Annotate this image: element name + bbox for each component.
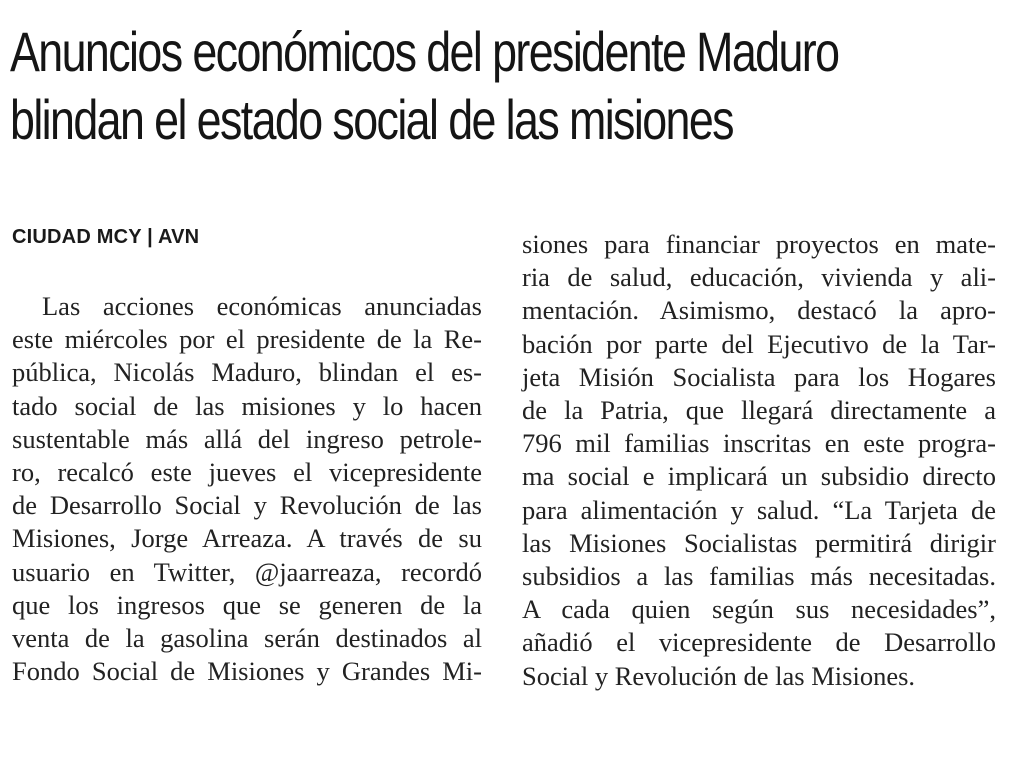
body-line: ro, recalcó este jueves el vicepresidente <box>12 457 482 488</box>
body-line: subsidios a las familias más necesitadas. <box>522 561 996 592</box>
body-line: jeta Misión Socialista para los Hogares <box>522 361 996 392</box>
body-line: bación por parte del Ejecutivo de la Tar- <box>522 328 996 359</box>
body-line: añadió el vicepresidente de Desarrollo <box>522 627 996 658</box>
body-line: sustentable más allá del ingreso petrole- <box>12 423 482 454</box>
body-line: A cada quien según sus necesidades”, <box>522 594 996 625</box>
body-line: ria de salud, educación, vivienda y ali- <box>522 262 996 293</box>
headline-line-1: Anuncios económicos del presidente Maduro <box>10 20 839 83</box>
body-line: siones para financiar proyectos en mate- <box>522 229 996 259</box>
body-line: las Misiones Socialistas permitirá dirigir <box>522 527 996 558</box>
body-column-right <box>522 228 996 693</box>
body-line: Fondo Social de Misiones y Grandes Mi- <box>12 656 482 687</box>
headline <box>10 18 839 154</box>
body-line: de la Patria, que llegará directamente a <box>522 395 996 426</box>
body-line: Las acciones económicas anunciadas <box>42 291 482 321</box>
body-line: Misiones, Jorge Arreaza. A través de su <box>12 523 482 554</box>
body-line: ma social e implicará un subsidio directo <box>522 461 996 492</box>
body-line: que los ingresos que se generen de la <box>12 589 482 620</box>
headline-line-2: blindan el estado social de las misiones <box>10 88 733 151</box>
body-line: de Desarrollo Social y Revolución de las <box>12 490 482 521</box>
body-line: para alimentación y salud. “La Tarjeta de <box>522 494 996 525</box>
body-line: 796 mil familias inscritas en este progra- <box>522 428 996 459</box>
body-line: venta de la gasolina serán destinados al <box>12 623 482 654</box>
body-line: este miércoles por el presidente de la Re- <box>12 324 482 355</box>
body-line: mentación. Asimismo, destacó la apro- <box>522 295 996 326</box>
byline: CIUDAD MCY | AVN <box>12 226 200 248</box>
body-line: tado social de las misiones y lo hacen <box>12 390 482 421</box>
body-column-left <box>12 290 482 688</box>
body-line: Social y Revolución de las Misiones. <box>522 660 916 691</box>
body-line: usuario en Twitter, @jaarreaza, recordó <box>12 556 482 587</box>
body-line: pública, Nicolás Maduro, blindan el es- <box>12 357 482 388</box>
